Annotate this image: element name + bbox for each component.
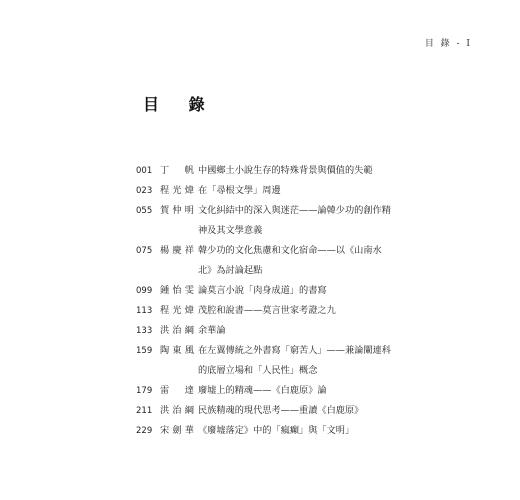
toc-article-title: 在左翼傳統之外書寫「窮苦人」——兼論闡連科 的底層立場和「人民性」概念 bbox=[198, 345, 391, 376]
toc-entry[interactable] bbox=[136, 241, 466, 281]
toc-article-title: 廢墟上的精魂——《白鹿原》論 bbox=[198, 385, 327, 396]
toc-entry[interactable] bbox=[136, 281, 466, 301]
toc-article-title: 《廢墟落定》中的「瘋癲」與「文明」 bbox=[198, 425, 355, 436]
toc-author: 賀仲明 bbox=[160, 205, 194, 216]
toc-page-number: 211 bbox=[136, 406, 153, 416]
toc-entry[interactable] bbox=[136, 401, 466, 421]
toc-article-title: 在「尋根文學」周邊 bbox=[198, 185, 281, 196]
running-head: 目 錄 - I bbox=[424, 39, 472, 49]
toc-page-number: 023 bbox=[136, 186, 153, 196]
toc-entry[interactable] bbox=[136, 321, 466, 341]
toc-author: 洪治綱 bbox=[160, 325, 194, 336]
toc-list bbox=[136, 161, 466, 441]
toc-entry[interactable] bbox=[136, 341, 466, 381]
toc-article-title: 文化糾結中的深入與迷茫——論韓少功的創作精 神及其文學意義 bbox=[198, 205, 391, 236]
toc-page-number: 133 bbox=[136, 326, 153, 336]
toc-author: 洪治綱 bbox=[160, 405, 194, 416]
toc-article-title: 茂腔和說書——莫言世家考證之九 bbox=[198, 305, 336, 316]
toc-author: 陶東風 bbox=[160, 345, 194, 356]
toc-entry[interactable] bbox=[136, 381, 466, 401]
toc-entry[interactable] bbox=[136, 201, 466, 241]
toc-author: 程光煒 bbox=[160, 185, 194, 196]
toc-article-title: 論莫言小說「肉身成道」的書寫 bbox=[198, 285, 327, 296]
toc-author: 宋劍華 bbox=[160, 425, 194, 436]
toc-article-title: 中國鄉土小說生存的特殊背景與價值的失範 bbox=[198, 165, 373, 176]
toc-page-number: 113 bbox=[136, 306, 153, 316]
toc-author: 程光煒 bbox=[160, 305, 194, 316]
toc-author: 丁 帆 bbox=[160, 165, 194, 176]
toc-entry[interactable] bbox=[136, 161, 466, 181]
toc-author: 雷 達 bbox=[160, 385, 194, 396]
page-title: 目 錄 bbox=[143, 95, 217, 114]
toc-entry[interactable] bbox=[136, 301, 466, 321]
toc-page-number: 055 bbox=[136, 206, 153, 216]
toc-entry[interactable] bbox=[136, 421, 466, 441]
toc-entry[interactable] bbox=[136, 181, 466, 201]
toc-page-number: 179 bbox=[136, 386, 153, 396]
toc-page-number: 229 bbox=[136, 426, 153, 436]
toc-page-number: 001 bbox=[136, 166, 153, 176]
toc-page-number: 099 bbox=[136, 286, 153, 296]
toc-author: 楊慶祥 bbox=[160, 245, 194, 256]
toc-article-title: 余華論 bbox=[198, 325, 226, 336]
toc-author: 鍾怡雯 bbox=[160, 285, 194, 296]
toc-page-number: 075 bbox=[136, 246, 153, 256]
toc-article-title: 韓少功的文化焦慮和文化宿命——以《山南水 北》為討論起點 bbox=[198, 245, 382, 276]
toc-article-title: 民族精魂的現代思考——重讀《白鹿原》 bbox=[198, 405, 364, 416]
toc-page-number: 159 bbox=[136, 346, 153, 356]
